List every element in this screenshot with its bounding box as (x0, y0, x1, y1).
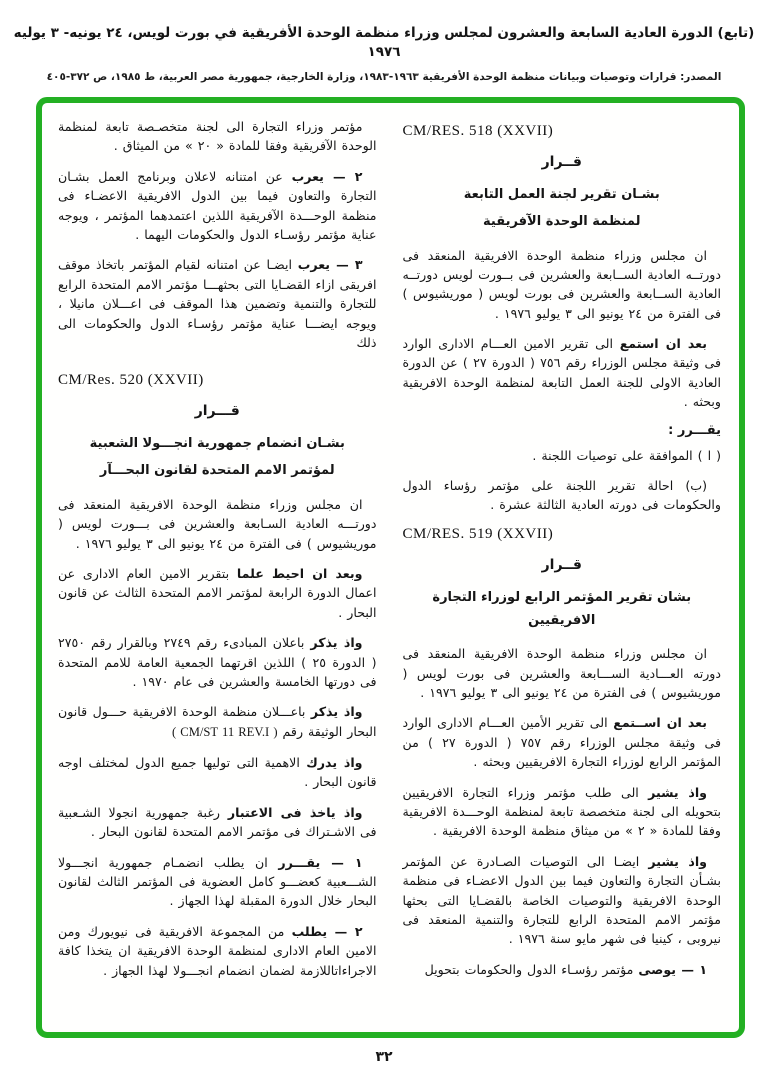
res519-operative2 (58, 167, 377, 245)
res519-recall2-paragraph (403, 852, 722, 949)
res520-aware-paragraph (58, 753, 377, 792)
res519-subtitle: بشان تقرير المؤتمر الرابع لوزراء التجارة الافريقيين (432, 589, 692, 628)
res519-recall2-rest: ايضـا الى التوصيات الصـادرة عن المؤتمر بشـأن التجارة والتعاون فيما بين الدول الاعضـاء فى منظمة الوحدة الافريقية والتوصيات الخاصة بالقضـايا التى بحثها مؤتمر الامم المتحدة الرابع للتجارة والتنمية المنعقد فى نيروبى ، كينيا فى شهر مايو سنة ١٩٧٦ . (402, 853, 721, 947)
two-column-layout (42, 103, 739, 1032)
res520-preamble: ان مجلس وزراء منظمة الوحدة الافريقية المنعقد فى دورتـــه العادية السـابعة والعشرين فى بـــورت لويس ( موريشيوس ) فى الفترة من ٢٤ يونيو الى ٣ يوليو ١٩٧٦ . (58, 496, 377, 551)
res518-item-a: ( ا ) الموافقة على توصيات اللجنة . (532, 447, 721, 463)
res520-op2-lead: ٢ — يطلب (291, 923, 363, 939)
res520-noted-paragraph (58, 564, 377, 622)
res519-subtitle-group (403, 587, 722, 633)
res520-consider-paragraph (58, 803, 377, 842)
res520-op1-rest: ان يطلب انضمـام جمهورية انجـــولا الشـــعبية كعضـــو كامل العضوية فى المؤتمر الثالث لقانون البحار خلال الدورة المقبلة لهذا الجهاز . (58, 854, 377, 909)
res518-title: قــرار (541, 154, 582, 170)
res520-recall1-lead: واذ يذكر (310, 635, 363, 651)
res519-heard-rest: الى تقرير الأمين العـــام الادارى الوارد فى وثيقة مجلس الوزراء رقم ٧٥٧ ( الدورة ٢٧ ) من المؤتمر الرابع لوزراء التجارة الافريقيين وبحثه . (402, 715, 721, 770)
res520-recall1-rest: باعلان المبادىء رقم ٢٧٤٩ وبالقرار رقم ٢٧٥٠ ( الدورة ٢٥ ) اللذين اقرتهما الجمعية العامة للامم المتحدة فى دورتها الخامسة والعشرين فى عام ١٩٧٠ . (58, 635, 377, 689)
res520-aware-lead: واذ يدرك (306, 755, 363, 771)
res520-op2-rest: من المجموعة الافريقية فى نيويورك ومن الامين العام الادارى لمنظمة الوحدة الافريقية ان يتخذا كافة الاجراءاتاللازمة لضمان انضمام انجـــولا لهذا الجهاز . (58, 923, 377, 978)
header-session-title: (تابع) الدورة العادية السابعة والعشرون لمجلس وزراء منظمة الوحدة الأفريقية في بورت لويس، ٢٤ يونيه- ٣ يوليه ١٩٧٦ (13, 25, 755, 60)
res520-recall2-paragraph (58, 702, 377, 742)
res519-op3-lead: ٣ — يعرب (297, 257, 363, 273)
res518-heard-rest: الى تقرير الامين العـــام الادارى الوارد فى وثيقة مجلس الوزراء رقم ٧٥٦ ( الدورة ٢٧ ) عن الدورة العادية الاولى للجنة العمل التابعة لمنظمة الوحدة الافريقية وبحثه . (402, 336, 721, 410)
green-border-frame (36, 97, 745, 1038)
res519-heard-lead: بعد ان اســتمع (613, 715, 707, 731)
res520-operative1 (58, 853, 377, 911)
res519-op2-lead: ٢ — يعرب (291, 168, 363, 184)
res520-subtitle-2: لمؤتمر الامم المتحدة لقانون البحـــآر (99, 463, 335, 479)
res519-recall1-paragraph (403, 783, 722, 841)
res520-consider-rest: رغبة جمهورية انجولا الشـعبية فى الاشـتراك فى مؤتمر الامم المتحدة لقانون البحار . (58, 804, 377, 840)
res520-recall2-rest: باعـــلان منظمة الوحدة الافريقية حـــول قانون البحار الوثيقة رقم (58, 704, 377, 739)
res519-title: قــرار (541, 556, 582, 573)
res520-code: CM/Res. 520 (XXVII) (58, 372, 204, 389)
res520-operative2 (58, 922, 377, 980)
res519-code: CM/RES. 519 (XXVII) (402, 525, 554, 542)
res519-recall1-rest: الى طلب مؤتمر وزراء التجارة الافريقيين بتحويله الى لجنة متخصصة تابعة لمنظمة الوحـــدة الافريقية وفقا للمادة « ٢ » من ميثاق منظمة الوحدة الافريقية . (402, 784, 721, 839)
res518-code: CM/RES. 518 (XXVII) (402, 123, 554, 139)
res519-preamble: ان مجلس وزراء منظمة الوحدة الافريقية المنعقد فى دورته العـــادية الســـابعة والعشرين فى بورت لويس ( موريشيوس ) فى الفترة من ٢٤ يونيو الى ٣ يوليو ١٩٧٦ . (402, 646, 721, 701)
res519-op1-rest: مؤتمر رؤسـاء الدول والحكومات بتحويل (424, 961, 639, 977)
res520-subtitle-1: بشـان انضمام جمهورية انجـــولا الشعبية (89, 436, 345, 452)
res518-subtitle-group (403, 184, 722, 234)
res520-document-reference: ( CM/ST 11 REV.I ) (171, 724, 278, 739)
page-number: ٣٢ (375, 1049, 393, 1065)
res519-operative1-continuation: مؤتمر وزراء التجارة الى لجنة متخصـصة تابعة لمنظمة الوحدة الآفريقية وفقا للمادة « ٢٠ » من الميثاق . (58, 119, 377, 154)
res520-title: قـــرار (194, 403, 240, 420)
header-source-line: المصدر: قرارات وتوصيات وبيانات منظمة الوحدة الأفريقية ١٩٦٣-١٩٨٣، وزارة الخارجية، جمهورية مصر العربية، ط ١٩٨٥، ص ٣٧٢-٤٠٥ (46, 70, 722, 83)
res518-heard-paragraph (403, 334, 722, 412)
res520-consider-lead: واذ ياخذ فى الاعتبار (227, 804, 363, 820)
res518-preamble: ان مجلس وزراء منظمة الوحدة الافريقية المنعقد فى دورتــه العادية الســابعة والعشرين فى بــورت لويس دورتــه العادية الســابعة والعشرين فى بورت لويس ( موريشيوس ) فى الفترة من ٢٤ يونيو الى ٣ يوليو ١٩٧٦ . (402, 247, 721, 321)
res520-recall2-lead: واذ يذكر (310, 704, 363, 720)
res519-op3-rest: ايضـا عن امتنانه لقيام المؤتمر باتخاذ موقف افريقى ازاء القضـايا التى بحثهـــا مؤتمر الامم المتحدة الرابع للتجارة والتنمية وتضمين هذا الموقف فى اعـــلان مانيلا ، ويوجه ايضـــا عناية مؤتمر رؤسـاء الدول والحكومات الى ذلك (58, 257, 377, 350)
page-header (0, 0, 768, 83)
res520-aware-rest: الاهمية التى توليها جميع الدول لمختلف اوجه قانون البحار . (58, 755, 377, 790)
res518-heard-lead: بعد ان استمع (619, 336, 707, 352)
res520-noted-rest: بتقرير الامين العام الادارى عن اعمال الدورة الرابعة لمؤتمر الامم المتحدة الثالث عن قانون البحار . (58, 565, 377, 620)
res520-recall1-paragraph (58, 633, 377, 691)
res520-op1-lead: ١ — يقـــرر (278, 854, 363, 870)
res520-noted-lead: وبعد ان احيط علما (236, 565, 363, 581)
res519-op2-rest: عن امتنانه لاعلان وبرنامج العمل بشـان التجارة والتعاون فيما بين الدول الافريقية الاعضـاء فى منظمة الوحـــدة الآفريقية اللذين اعتمدهما المؤتمر ، ويوجه عناية مؤتمر رؤسـاء الدول والحكومات اليهما . (58, 168, 377, 242)
res519-op1-lead: ١ — يوصى (638, 961, 707, 977)
res518-item-b: (ب) احالة تقرير اللجنة على مؤتمر رؤساء الدول والحكومات فى دورته العادية الثالثة عشرة . (402, 478, 721, 513)
res520-subtitle-group (58, 433, 377, 483)
res518-decides-label: يقـــرر : (668, 422, 721, 438)
res518-subtitle-1: بشـان تقرير لجنة العمل التابعة (463, 187, 660, 202)
column-left (58, 117, 377, 1022)
res519-recall1-lead: واذ يشير (648, 784, 707, 800)
res519-recall2-lead: واذ يشير (648, 853, 708, 869)
res519-operative1-start (403, 960, 722, 979)
column-right (403, 117, 722, 1022)
res519-operative3 (58, 255, 377, 352)
res519-heard-paragraph (403, 713, 722, 771)
res518-subtitle-2: لمنظمة الوحدة الآفريقية (483, 213, 641, 229)
